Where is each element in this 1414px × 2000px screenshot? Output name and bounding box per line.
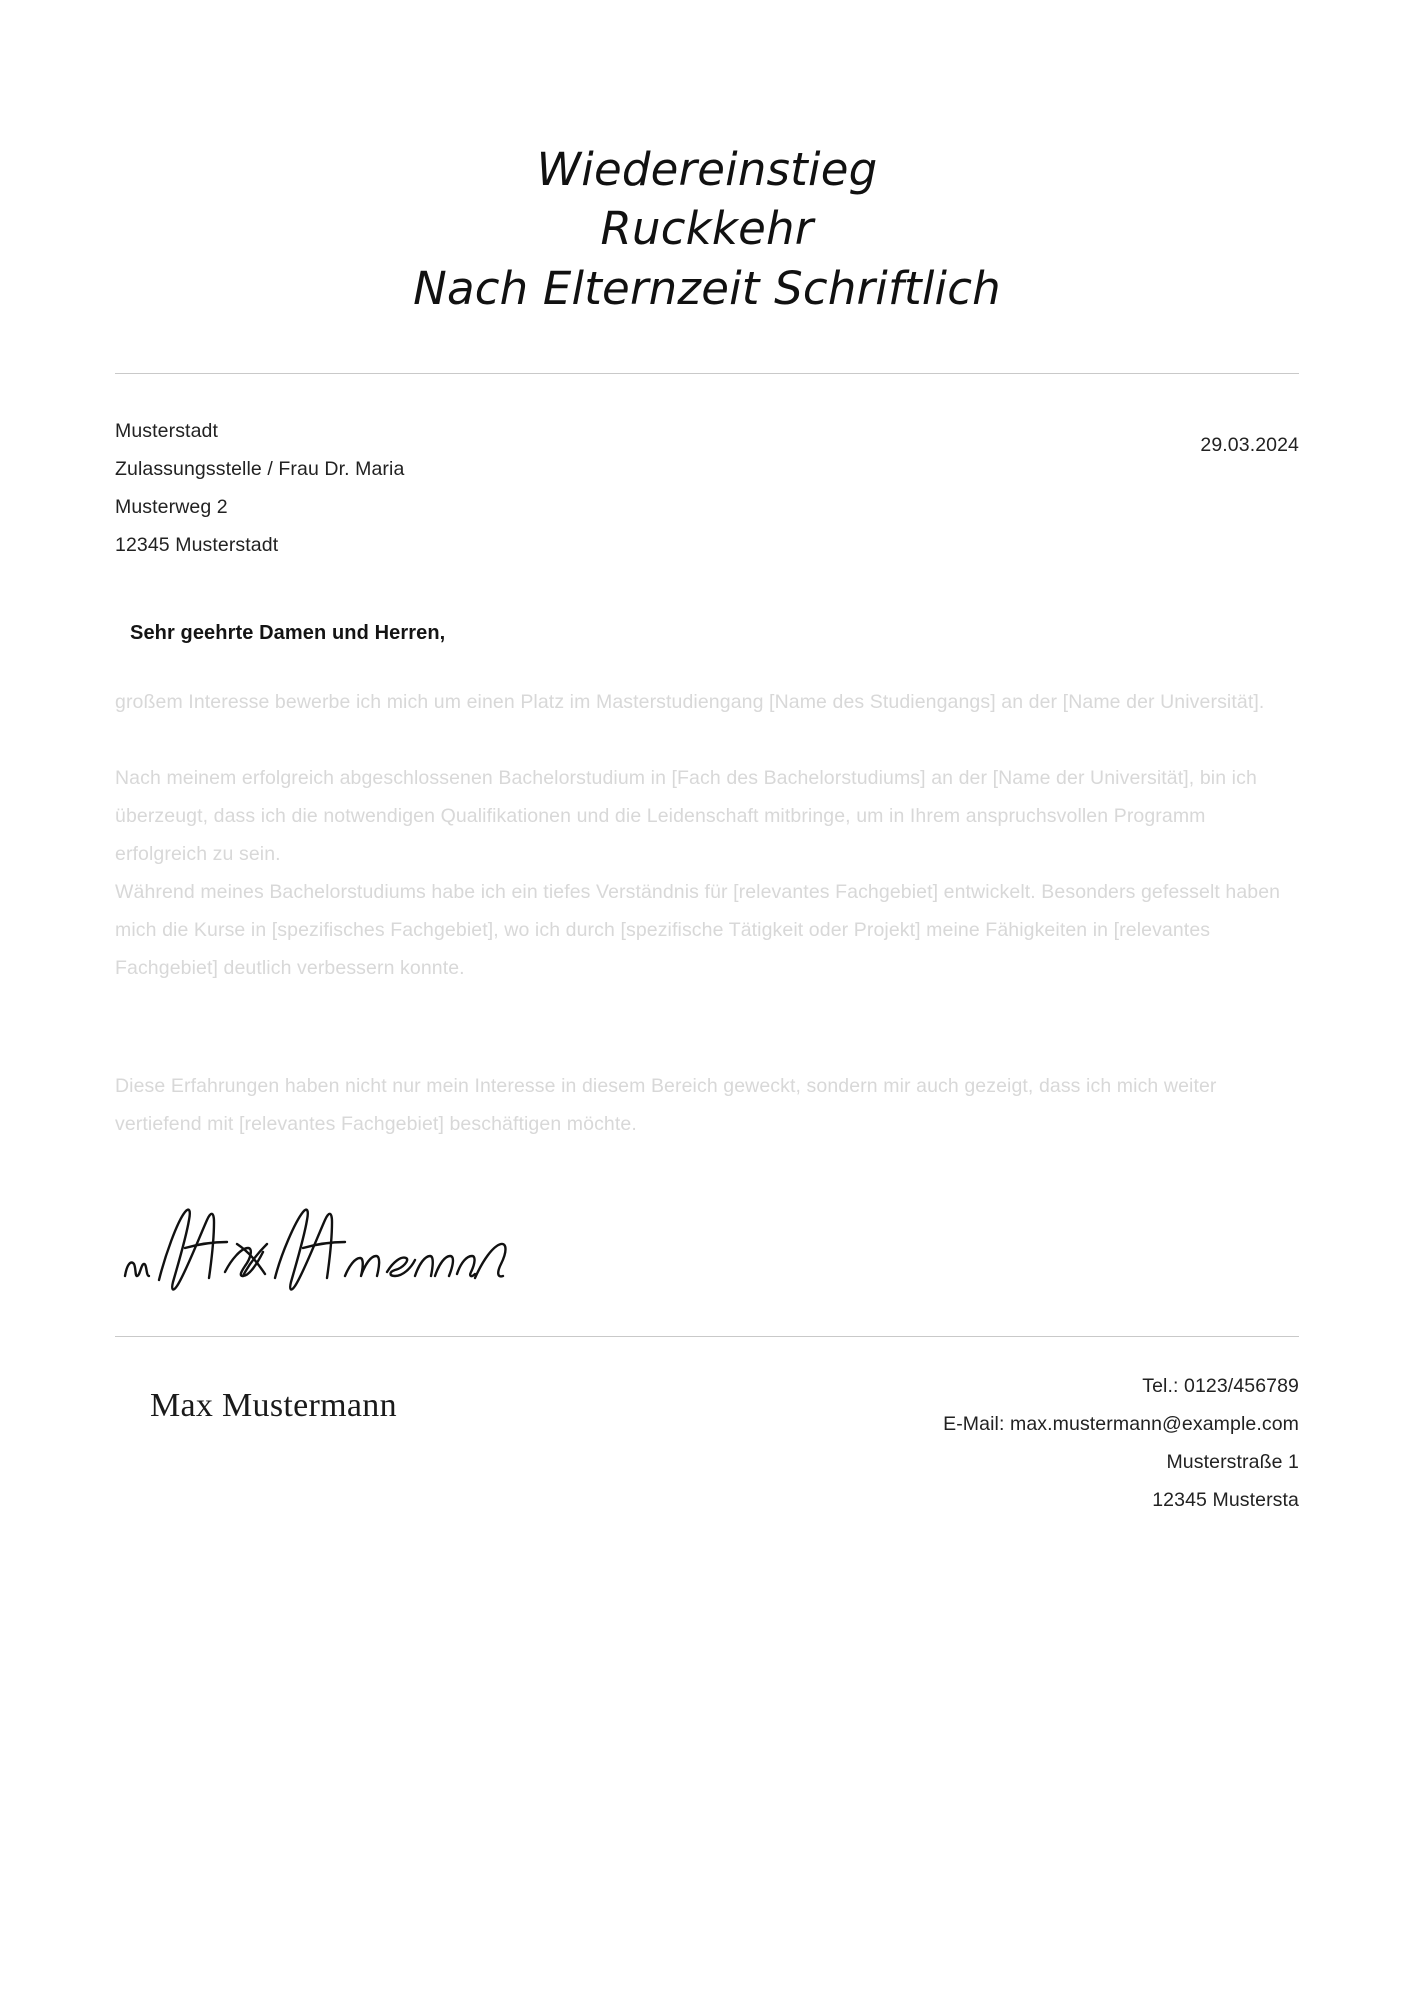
letter-date: 29.03.2024 <box>1200 434 1299 457</box>
salutation: Sehr geehrte Damen und Herren, <box>130 622 446 645</box>
paragraph-gap <box>115 987 1299 1067</box>
title-line-1: Wiedereinstieg <box>536 143 878 196</box>
body-paragraph-3: Während meines Bachelorstudiums habe ich ein tiefes Verständnis für [relevantes Fachgebiet] entwickelt. Besonders gefesselt haben mich die Kurse in [spezifisches Fachgebiet], wo ich durch [spezifische Tätigkeit oder Projekt] meine Fähigkeiten in [relevantes Fachgebiet] deutlich verbessern konnte. <box>115 881 1281 980</box>
page-title <box>115 0 1299 318</box>
address-date-row <box>115 412 1299 564</box>
recipient-address <box>115 412 404 564</box>
footer-email: E-Mail: max.mustermann@example.com <box>943 1413 1299 1436</box>
title-line-3: Nach Elternzeit Schriftlich <box>413 261 1001 315</box>
footer-phone: Tel.: 0123/456789 <box>1142 1375 1299 1398</box>
title-line-2: Ruckkehr <box>600 202 814 256</box>
footer-street: Musterstraße 1 <box>1166 1451 1299 1474</box>
address-line-2: Zulassungsstelle / Frau Dr. Maria <box>115 458 405 481</box>
signature <box>115 1198 1299 1308</box>
letter-body <box>115 683 1299 1143</box>
body-paragraph-1: großem Interesse bewerbe ich mich um einen Platz im Masterstudiengang [Name des Studiengangs] an der [Name der Universität]. <box>115 691 1265 714</box>
body-paragraph-2: Nach meinem erfolgreich abgeschlossenen Bachelorstudium in [Fach des Bachelorstudiums] an der [Name der Universität], bin ich überzeugt, dass ich die notwendigen Qualifikationen und die Leidenschaft mitbringe, um in Ihrem anspruchsvollen Programm erfolgreich zu sein. <box>115 767 1257 866</box>
footer-divider <box>115 1336 1299 1337</box>
address-line-4: 12345 Musterstadt <box>115 534 279 557</box>
body-paragraph-4: Diese Erfahrungen haben nicht nur mein Interesse in diesem Bereich geweckt, sondern mir auch gezeigt, dass ich mich weiter vertiefend mit [relevantes Fachgebiet] beschäftigen möchte. <box>115 1075 1217 1136</box>
footer-contact <box>943 1367 1299 1519</box>
signature-icon <box>115 1198 535 1308</box>
paragraph-gap <box>115 721 1299 759</box>
address-line-3: Musterweg 2 <box>115 496 228 519</box>
footer-name: Max Mustermann <box>150 1387 397 1425</box>
footer-city: 12345 Mustersta <box>1152 1489 1299 1512</box>
header-divider <box>115 373 1299 374</box>
footer <box>115 1367 1299 1519</box>
address-line-1: Musterstadt <box>115 420 218 443</box>
